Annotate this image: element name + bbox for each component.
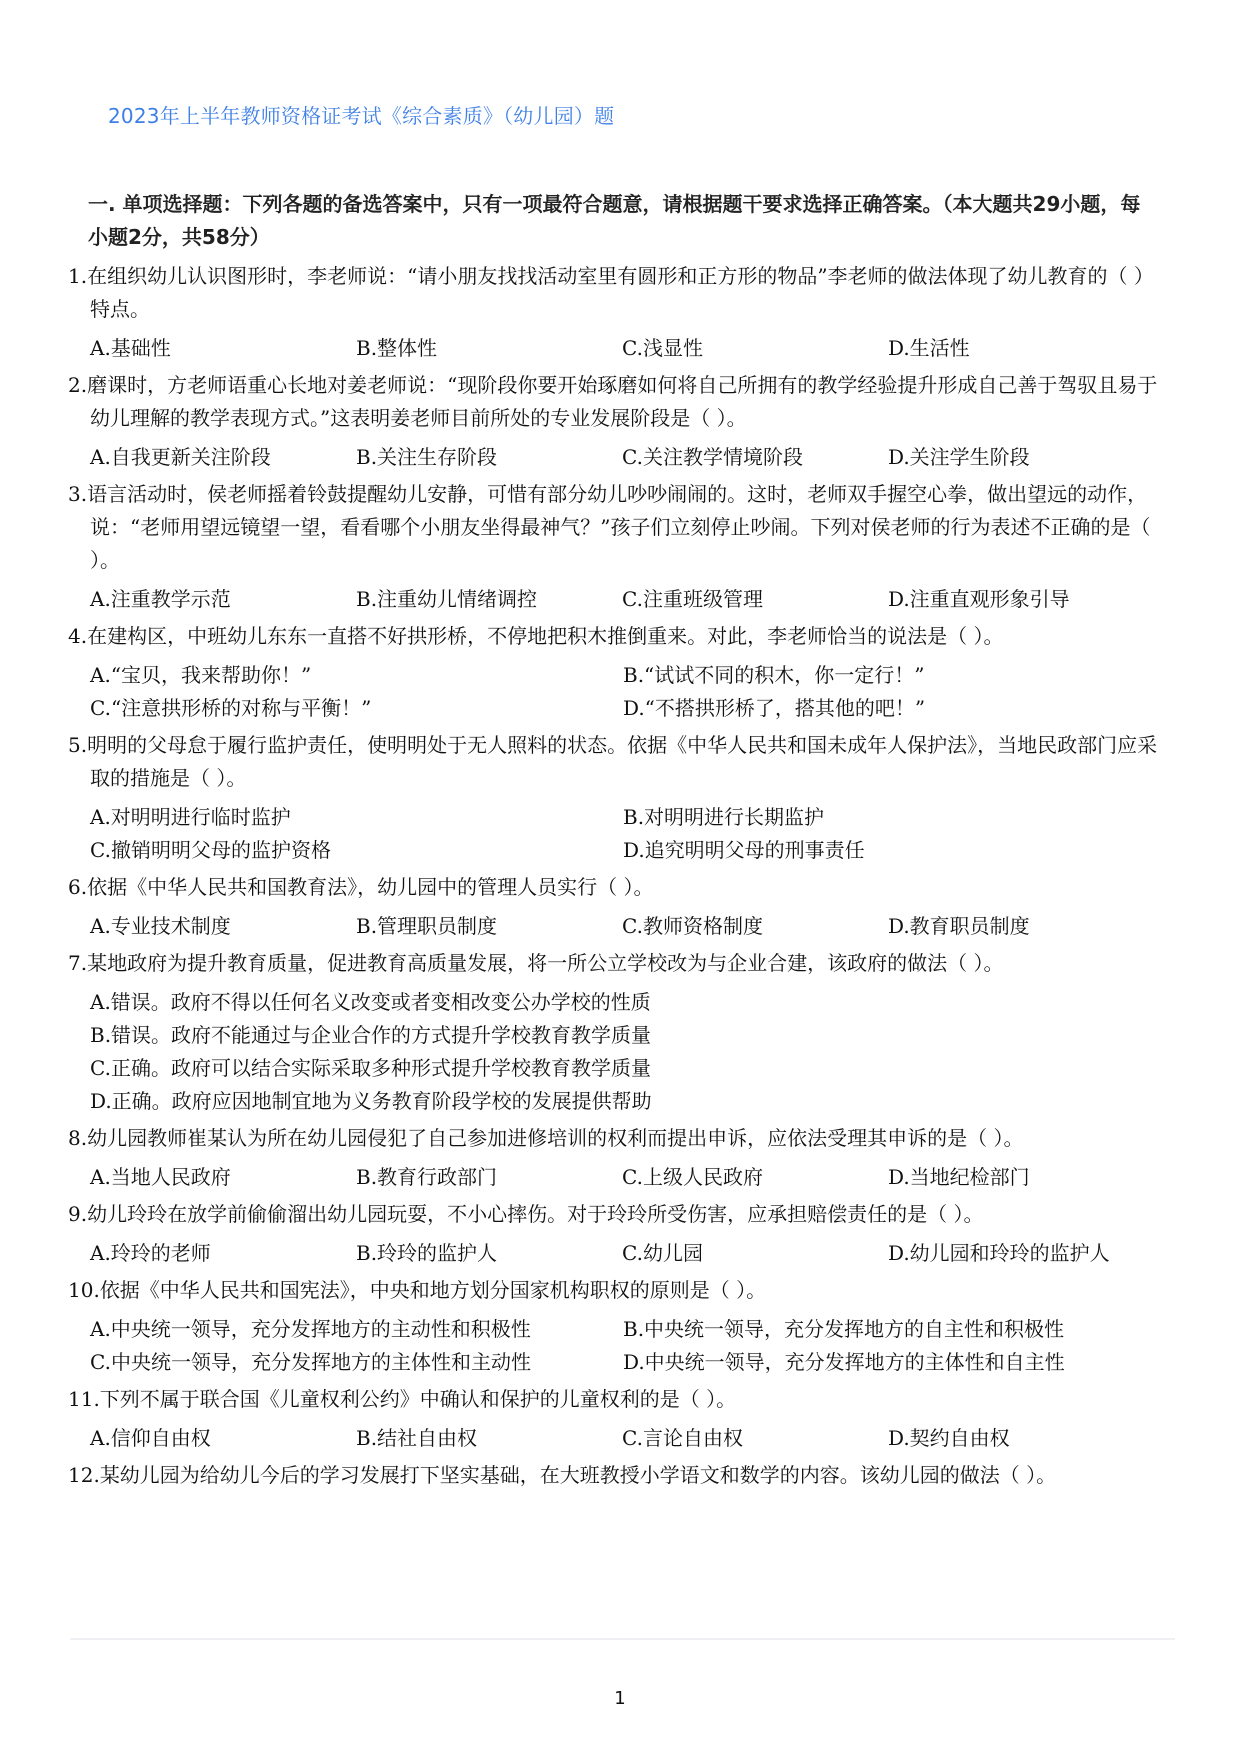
option-d[interactable]: D.正确。政府应因地制宜地为义务教育阶段学校的发展提供帮助 (90, 1089, 652, 1113)
question-stem (68, 1383, 1158, 1416)
page-number: 1 (614, 1688, 626, 1709)
question-number: 2. (68, 373, 88, 397)
option-group (68, 659, 1158, 725)
option-a[interactable]: A.中央统一领导，充分发挥地方的主动性和积极性 (90, 1317, 531, 1341)
option-group (68, 1422, 1158, 1455)
option-b[interactable]: B.结社自由权 (356, 1426, 478, 1450)
option-c[interactable]: C.上级人民政府 (622, 1165, 763, 1189)
footer-divider (70, 1638, 1175, 1640)
question-3 (68, 478, 1158, 616)
option-b[interactable]: B.玲玲的监护人 (356, 1241, 498, 1265)
option-a[interactable]: A.错误。政府不得以任何名义改变或者变相改变公办学校的性质 (90, 990, 651, 1014)
question-stem (68, 1122, 1158, 1155)
option-c[interactable]: C.幼儿园 (622, 1241, 703, 1265)
question-text: 在组织幼儿认识图形时，李老师说：“请小朋友找找活动室里有圆形和正方形的物品”李老师的做法体现了幼儿教育的（ ）特点。 (87, 264, 1154, 321)
question-7 (68, 947, 1158, 1118)
question-stem (68, 1198, 1158, 1231)
option-a[interactable]: A.注重教学示范 (90, 587, 231, 611)
option-group (68, 801, 1158, 867)
question-5 (68, 729, 1158, 867)
option-d[interactable]: D.幼儿园和玲玲的监护人 (888, 1241, 1110, 1265)
option-a[interactable]: A.玲玲的老师 (90, 1241, 211, 1265)
option-b[interactable]: B.对明明进行长期监护 (623, 805, 825, 829)
question-10 (68, 1274, 1158, 1379)
question-4 (68, 620, 1158, 725)
option-c[interactable]: C.浅显性 (622, 336, 703, 360)
option-a[interactable]: A.“宝贝，我来帮助你！” (90, 663, 312, 687)
question-text: 依据《中华人民共和国教育法》，幼儿园中的管理人员实行（ ）。 (87, 875, 654, 899)
option-c[interactable]: C.正确。政府可以结合实际采取多种形式提升学校教育教学质量 (90, 1056, 651, 1080)
option-b[interactable]: B.错误。政府不能通过与企业合作的方式提升学校教育教学质量 (90, 1023, 652, 1047)
question-text: 在建构区，中班幼儿东东一直搭不好拱形桥，不停地把积木推倒重来。对此，李老师恰当的说法是（ ）。 (87, 624, 1004, 648)
question-text: 依据《中华人民共和国宪法》，中央和地方划分国家机构职权的原则是（ ）。 (99, 1278, 767, 1302)
document-title: 2023年上半年教师资格证考试《综合素质》（幼儿园）题 (108, 104, 615, 128)
question-text: 磨课时，方老师语重心长地对姜老师说：“现阶段你要开始琢磨如何将自己所拥有的教学经验提升形成自己善于驾驭且易于幼儿理解的教学表现方式。”这表明姜老师目前所处的专业发展阶段是（ ）。 (87, 373, 1158, 430)
question-12 (68, 1459, 1158, 1492)
option-group (68, 332, 1158, 365)
question-stem (68, 947, 1158, 980)
question-text: 语言活动时，侯老师摇着铃鼓提醒幼儿安静，可惜有部分幼儿吵吵闹闹的。这时，老师双手握空心拳，做出望远的动作，说：“老师用望远镜望一望，看看哪个小朋友坐得最神气？”孩子们立刻停止吵闹。下列对侯老师的行为表述不正确的是（ ）。 (87, 482, 1151, 572)
question-number: 5. (68, 733, 88, 757)
option-c[interactable]: C.“注意拱形桥的对称与平衡！” (90, 696, 372, 720)
question-number: 12. (68, 1463, 100, 1487)
question-number: 3. (68, 482, 88, 506)
question-number: 10. (68, 1278, 100, 1302)
question-stem (68, 478, 1158, 577)
option-c[interactable]: C.言论自由权 (622, 1426, 743, 1450)
option-d[interactable]: D.注重直观形象引导 (888, 587, 1070, 611)
question-number: 6. (68, 875, 88, 899)
question-text: 某地政府为提升教育质量，促进教育高质量发展，将一所公立学校改为与企业合建，该政府的做法（ ）。 (87, 951, 1004, 975)
question-list (68, 260, 1158, 1492)
question-stem (68, 620, 1158, 653)
option-group (68, 1237, 1158, 1270)
question-6 (68, 871, 1158, 943)
option-a[interactable]: A.专业技术制度 (90, 914, 231, 938)
section-heading: 一. 单项选择题：下列各题的备选答案中，只有一项最符合题意，请根据题干要求选择正确答案。（本大题共29小题，每小题2分，共58分） (88, 192, 1141, 249)
question-number: 11. (68, 1387, 100, 1411)
option-d[interactable]: D.关注学生阶段 (888, 445, 1030, 469)
option-group (68, 1313, 1158, 1379)
option-b[interactable]: B.“试试不同的积木，你一定行！” (623, 663, 925, 687)
option-b[interactable]: B.整体性 (356, 336, 438, 360)
question-stem (68, 260, 1158, 326)
question-stem (68, 1274, 1158, 1307)
option-d[interactable]: D.“不搭拱形桥了，搭其他的吧！” (623, 696, 926, 720)
option-group (68, 910, 1158, 943)
option-group (68, 1161, 1158, 1194)
question-stem (68, 871, 1158, 904)
question-2 (68, 369, 1158, 474)
question-text: 某幼儿园为给幼儿今后的学习发展打下坚实基础，在大班教授小学语文和数学的内容。该幼儿园的做法（ ）。 (99, 1463, 1057, 1487)
question-1 (68, 260, 1158, 365)
question-9 (68, 1198, 1158, 1270)
option-b[interactable]: B.关注生存阶段 (356, 445, 498, 469)
option-c[interactable]: C.关注教学情境阶段 (622, 445, 803, 469)
option-group (68, 986, 1158, 1118)
option-d[interactable]: D.契约自由权 (888, 1426, 1010, 1450)
option-group (68, 441, 1158, 474)
option-a[interactable]: A.自我更新关注阶段 (90, 445, 271, 469)
option-d[interactable]: D.生活性 (888, 336, 970, 360)
option-d[interactable]: D.追究明明父母的刑事责任 (623, 838, 865, 862)
option-group (68, 583, 1158, 616)
question-stem (68, 1459, 1158, 1492)
option-b[interactable]: B.教育行政部门 (356, 1165, 498, 1189)
question-text: 幼儿园教师崔某认为所在幼儿园侵犯了自己参加进修培训的权利而提出申诉，应依法受理其申诉的是（ ）。 (87, 1126, 1024, 1150)
question-number: 7. (68, 951, 88, 975)
question-text: 幼儿玲玲在放学前偷偷溜出幼儿园玩耍，不小心摔伤。对于玲玲所受伤害，应承担赔偿责任的是（ ）。 (87, 1202, 984, 1226)
option-c[interactable]: C.撤销明明父母的监护资格 (90, 838, 331, 862)
option-d[interactable]: D.当地纪检部门 (888, 1165, 1030, 1189)
question-stem (68, 729, 1158, 795)
option-d[interactable]: D.中央统一领导，充分发挥地方的主体性和自主性 (623, 1350, 1065, 1374)
question-8 (68, 1122, 1158, 1194)
option-a[interactable]: A.信仰自由权 (90, 1426, 211, 1450)
option-c[interactable]: C.教师资格制度 (622, 914, 763, 938)
question-number: 1. (68, 264, 88, 288)
option-c[interactable]: C.注重班级管理 (622, 587, 763, 611)
question-number: 9. (68, 1202, 88, 1226)
question-11 (68, 1383, 1158, 1455)
question-text: 下列不属于联合国《儿童权利公约》中确认和保护的儿童权利的是（ ）。 (99, 1387, 737, 1411)
option-a[interactable]: A.基础性 (90, 336, 171, 360)
option-b[interactable]: B.注重幼儿情绪调控 (356, 587, 538, 611)
question-stem (68, 369, 1158, 435)
option-c[interactable]: C.中央统一领导，充分发挥地方的主体性和主动性 (90, 1350, 531, 1374)
question-number: 8. (68, 1126, 88, 1150)
question-text: 明明的父母怠于履行监护责任，使明明处于无人照料的状态。依据《中华人民共和国未成年人保护法》，当地民政部门应采取的措施是（ ）。 (87, 733, 1158, 790)
option-d[interactable]: D.教育职员制度 (888, 914, 1030, 938)
option-a[interactable]: A.当地人民政府 (90, 1165, 231, 1189)
option-b[interactable]: B.管理职员制度 (356, 914, 498, 938)
question-number: 4. (68, 624, 88, 648)
option-b[interactable]: B.中央统一领导，充分发挥地方的自主性和积极性 (623, 1317, 1065, 1341)
option-a[interactable]: A.对明明进行临时监护 (90, 805, 291, 829)
